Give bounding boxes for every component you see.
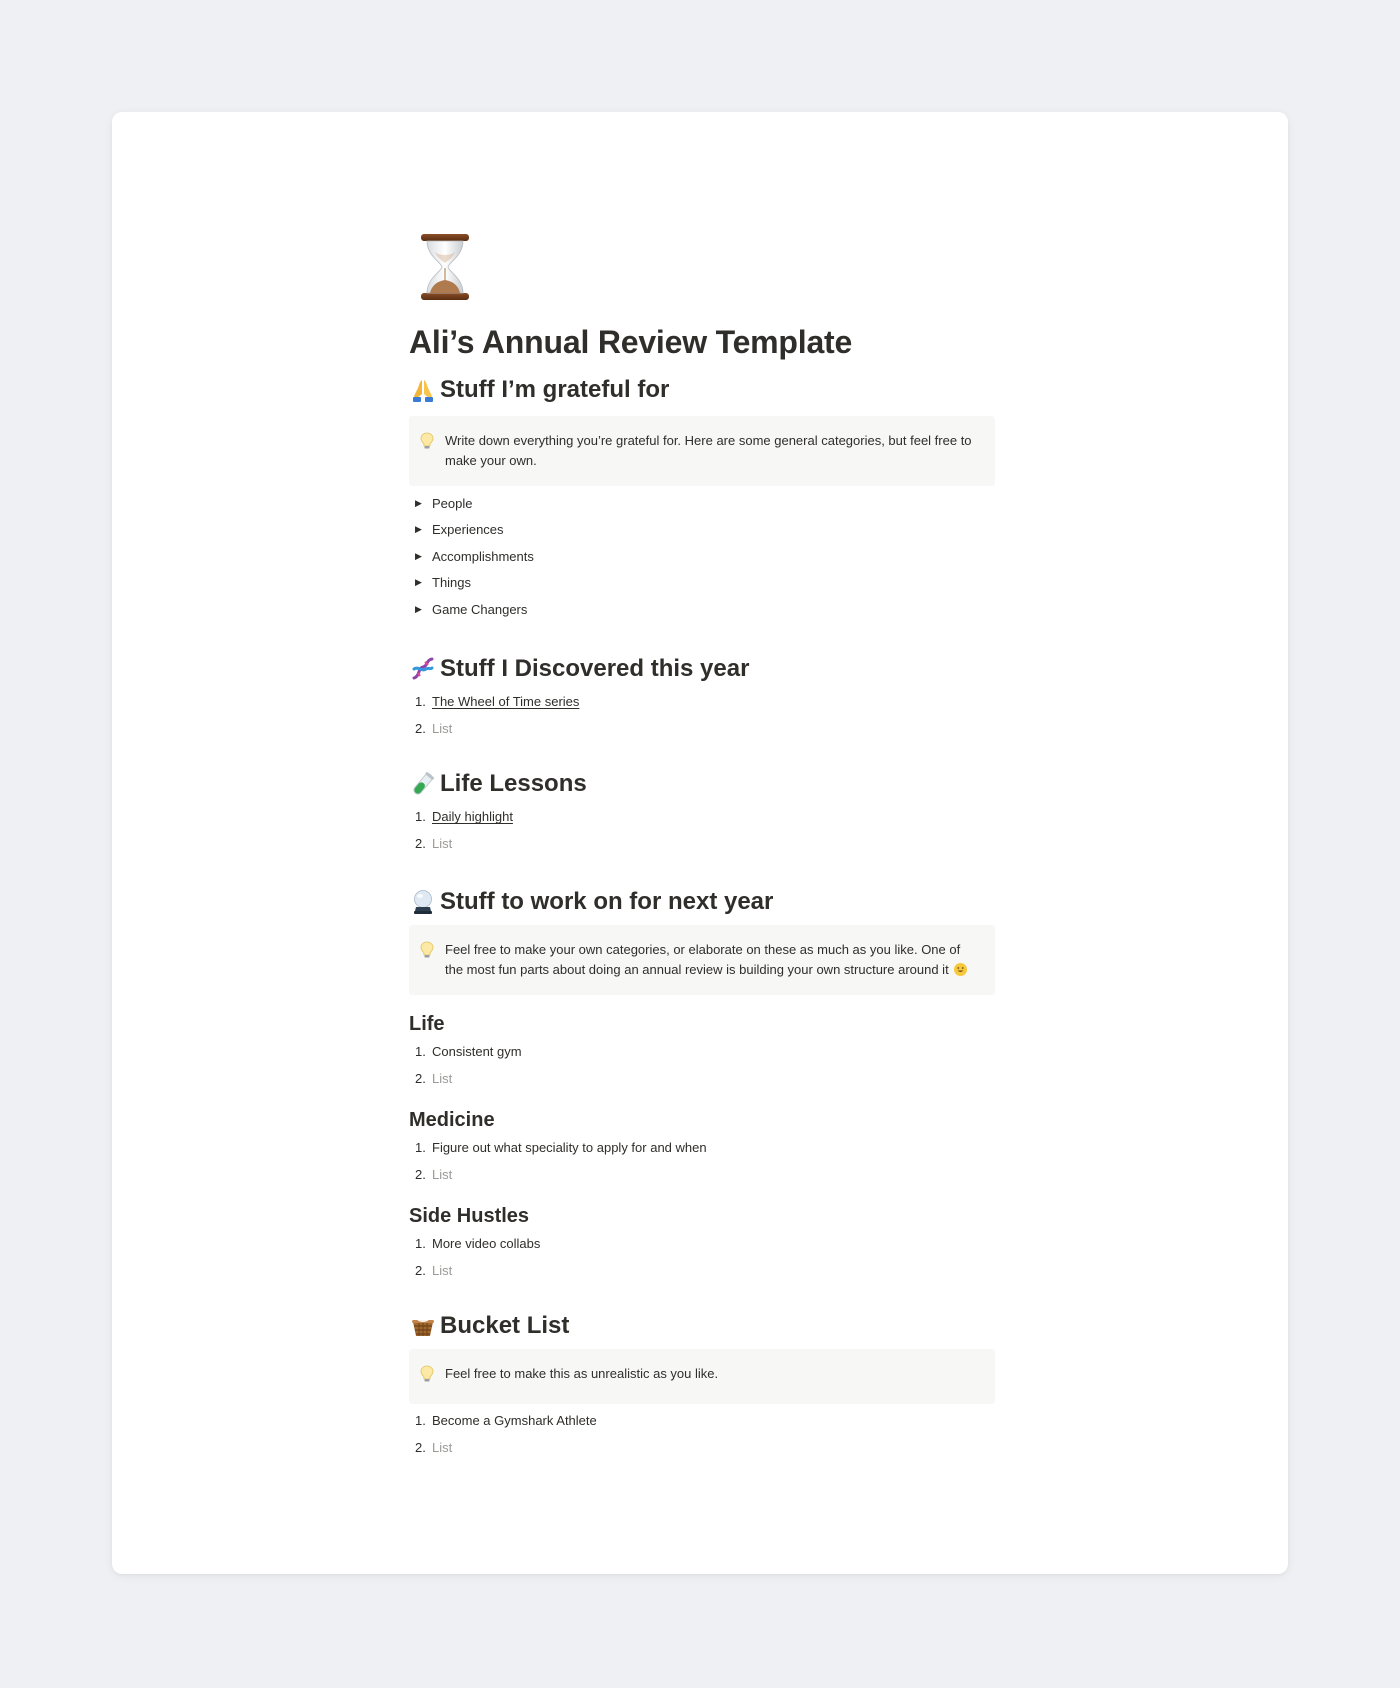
toggle-things[interactable]	[409, 570, 995, 597]
hourglass-icon[interactable]	[415, 232, 487, 304]
list-item[interactable]	[409, 1231, 995, 1258]
callout-text: Feel free to make this as unrealistic as you like.	[445, 1365, 719, 1381]
heading-next-year[interactable]	[409, 886, 995, 918]
callout-next-year[interactable]	[409, 925, 995, 995]
list-item[interactable]	[409, 1039, 995, 1066]
heading-text: Bucket List	[440, 1311, 570, 1339]
list-number: 2.	[415, 835, 426, 851]
heading-life-lessons[interactable]	[409, 768, 995, 800]
page-card	[112, 112, 1288, 1574]
heading-text: Stuff I Discovered this year	[440, 654, 750, 682]
toggle-triangle-icon[interactable]: ▶	[415, 603, 422, 614]
numbered-list-lessons	[409, 804, 995, 857]
list-text[interactable]: More video collabs	[432, 1236, 541, 1252]
toggle-label: Accomplishments	[432, 548, 534, 564]
toggle-label: Game Changers	[432, 601, 528, 617]
toggle-label: Experiences	[432, 522, 504, 538]
toggle-label: People	[432, 495, 473, 511]
list-text[interactable]: Figure out what speciality to apply for and when	[432, 1140, 707, 1156]
toggle-triangle-icon[interactable]: ▶	[415, 524, 422, 535]
subheading-medicine[interactable]: Medicine	[409, 1108, 495, 1131]
list-number: 1.	[415, 809, 426, 825]
toggle-label: Things	[432, 575, 472, 591]
toggle-accomplishments[interactable]	[409, 543, 995, 570]
toggle-people[interactable]	[409, 490, 995, 517]
numbered-list-discovered	[409, 689, 995, 742]
subheading-life[interactable]: Life	[409, 1012, 445, 1035]
list-number: 1.	[415, 1413, 426, 1429]
numbered-list-bucket	[409, 1408, 995, 1461]
list-item[interactable]	[409, 830, 995, 857]
list-number: 1.	[415, 694, 426, 710]
dna-icon	[409, 655, 437, 683]
list-number: 1.	[415, 1044, 426, 1060]
list-text[interactable]: Become a Gymshark Athlete	[432, 1413, 597, 1429]
list-placeholder[interactable]: List	[432, 720, 453, 736]
subheading-side-hustles[interactable]: Side Hustles	[409, 1204, 530, 1227]
callout-grateful[interactable]	[409, 416, 995, 486]
test-tube-icon	[409, 770, 437, 798]
list-placeholder[interactable]: List	[432, 1166, 453, 1182]
callout-text: Feel free to make your own categories, or elaborate on these as much as you like. One of the most fun parts about doing an annual review is building your own structure around it	[445, 941, 961, 977]
numbered-list-life	[409, 1039, 995, 1092]
list-placeholder[interactable]: List	[432, 1262, 453, 1278]
heading-text: Stuff to work on for next year	[440, 887, 774, 915]
grinning-face-icon	[954, 963, 967, 976]
folded-hands-icon	[409, 376, 437, 404]
list-item[interactable]	[409, 1434, 995, 1461]
list-link[interactable]: Daily highlight	[432, 809, 513, 825]
list-placeholder[interactable]: List	[432, 835, 453, 851]
toggle-game-changers[interactable]	[409, 596, 995, 623]
callout-text: Write down everything you’re grateful for. Here are some general categories, but feel free to make your own.	[445, 433, 972, 468]
list-item[interactable]	[409, 1257, 995, 1284]
list-number: 2.	[415, 1070, 426, 1086]
basket-icon	[409, 1312, 437, 1340]
list-number: 2.	[415, 720, 426, 736]
list-text[interactable]: Consistent gym	[432, 1044, 522, 1060]
heading-grateful[interactable]	[409, 374, 995, 406]
list-number: 1.	[415, 1236, 426, 1252]
numbered-list-medicine	[409, 1135, 995, 1188]
toggle-experiences[interactable]	[409, 517, 995, 544]
document	[409, 232, 995, 1461]
list-item[interactable]	[409, 689, 995, 716]
heading-text: Stuff I’m grateful for	[440, 376, 670, 403]
list-number: 2.	[415, 1262, 426, 1278]
toggle-triangle-icon[interactable]: ▶	[415, 550, 422, 561]
page-title[interactable]: Ali’s Annual Review Template	[409, 324, 853, 360]
toggle-triangle-icon[interactable]: ▶	[415, 497, 422, 508]
list-placeholder[interactable]: List	[432, 1070, 453, 1086]
list-link[interactable]: The Wheel of Time series	[432, 694, 580, 710]
heading-discovered[interactable]	[409, 653, 995, 685]
numbered-list-side-hustles	[409, 1231, 995, 1284]
list-number: 1.	[415, 1140, 426, 1156]
list-item[interactable]	[409, 715, 995, 742]
list-placeholder[interactable]: List	[432, 1439, 453, 1455]
list-item[interactable]	[409, 1065, 995, 1092]
list-item[interactable]	[409, 804, 995, 831]
list-item[interactable]	[409, 1408, 995, 1435]
callout-bucket-list[interactable]	[409, 1349, 995, 1404]
crystal-ball-icon	[409, 888, 437, 916]
list-item[interactable]	[409, 1161, 995, 1188]
toggle-triangle-icon[interactable]: ▶	[415, 577, 422, 588]
lightbulb-icon	[420, 431, 438, 471]
toggle-list	[409, 490, 995, 623]
list-number: 2.	[415, 1166, 426, 1182]
list-number: 2.	[415, 1439, 426, 1455]
callout-text-wrap	[445, 940, 981, 980]
heading-bucket-list[interactable]	[409, 1310, 995, 1342]
list-item[interactable]	[409, 1135, 995, 1162]
lightbulb-icon	[420, 1364, 438, 1389]
heading-text: Life Lessons	[440, 769, 587, 797]
lightbulb-icon	[420, 940, 438, 980]
